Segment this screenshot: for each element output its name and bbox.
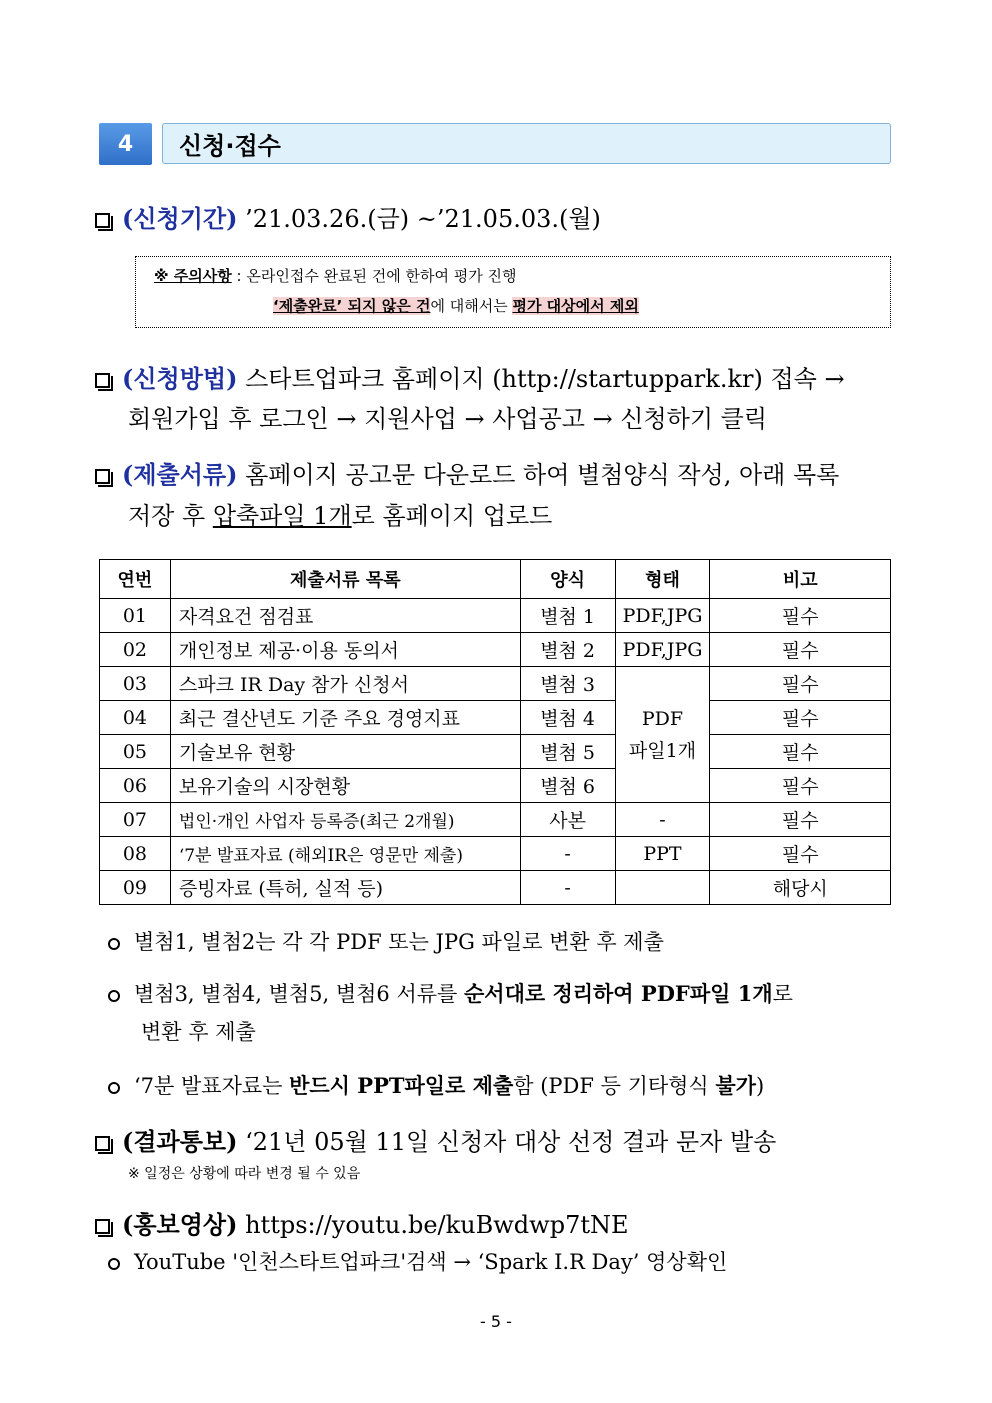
notice-text-1: : 온라인접수 완료된 건에 한하여 평가 진행	[231, 267, 517, 285]
period-text: ’21.03.26.(금) ~’21.05.03.(월)	[245, 205, 601, 233]
table-cell: 증빙자료 (특허, 실적 등)	[170, 871, 520, 905]
table-cell: 별첨 5	[520, 735, 615, 769]
table-cell: 해당시	[710, 871, 891, 905]
notice-highlight-1: ‘제출완료’ 되지 않은 건	[273, 297, 431, 315]
method-line-2: 회원가입 후 로그인 → 지원사업 → 사업공고 → 신청하기 클릭	[128, 405, 768, 433]
notice-box	[135, 256, 891, 328]
table-cell: 법인·개인 사업자 등록증(최근 2개월)	[170, 803, 520, 837]
note-1	[108, 926, 664, 956]
documents-table	[99, 559, 891, 905]
note-3	[108, 1070, 764, 1100]
note-2	[108, 978, 793, 1008]
table-row	[100, 735, 891, 769]
table-header: 비고	[710, 560, 891, 599]
circle-bullet-icon	[108, 1258, 120, 1270]
table-cell: 별첨 3	[520, 667, 615, 701]
table-cell: 별첨 1	[520, 599, 615, 633]
note-3-text-b: 함 (PDF 등 기타형식	[513, 1074, 716, 1098]
circle-bullet-icon	[108, 990, 120, 1002]
table-header: 양식	[520, 560, 615, 599]
merged-format-2: 파일1개	[628, 739, 697, 762]
table-cell: 04	[100, 701, 171, 735]
documents-line-2	[128, 496, 552, 531]
page-number: - 5 -	[480, 1312, 512, 1331]
table-cell: 자격요건 점검표	[170, 599, 520, 633]
notice-highlight-2: 평가 대상에서 제외	[512, 297, 639, 315]
checkbox-bullet-icon	[95, 469, 110, 484]
table-cell: -	[520, 871, 615, 905]
table-row	[100, 837, 891, 871]
table-row	[100, 701, 891, 735]
result-text: ‘21년 05월 11일 신청자 대상 선정 결과 문자 발송	[245, 1128, 777, 1156]
table-cell: 보유기술의 시장현황	[170, 769, 520, 803]
table-cell: 05	[100, 735, 171, 769]
note-2-text-a: 별첨3, 별첨4, 별첨5, 별첨6 서류를	[134, 982, 464, 1006]
table-row	[100, 667, 891, 701]
checkbox-bullet-icon	[95, 1219, 110, 1234]
merged-format-cell	[615, 667, 710, 803]
notice-label: ※ 주의사항	[154, 267, 232, 285]
table-cell: 필수	[710, 837, 891, 871]
table-cell	[615, 871, 710, 905]
section-title: 신청·접수	[162, 123, 891, 164]
documents-line-1	[95, 455, 839, 490]
table-cell: 09	[100, 871, 171, 905]
notice-line-1	[154, 265, 517, 286]
notice-text-2: 에 대해서는	[430, 297, 513, 315]
promo-url[interactable]: https://youtu.be/kuBwdwp7tNE	[245, 1211, 629, 1239]
table-header: 형태	[615, 560, 710, 599]
note-1-text: 별첨1, 별첨2는 각 각 PDF 또는 JPG 파일로 변환 후 제출	[134, 930, 664, 954]
table-cell: 필수	[710, 735, 891, 769]
note-3-bold-2: 불가	[715, 1073, 756, 1098]
table-cell: 기술보유 현황	[170, 735, 520, 769]
documents-text-2c: 로 홈페이지 업로드	[351, 502, 553, 530]
circle-bullet-icon	[108, 1082, 120, 1094]
table-cell: 사본	[520, 803, 615, 837]
table-row	[100, 871, 891, 905]
table-cell: 06	[100, 769, 171, 803]
table-cell: 최근 결산년도 기준 주요 경영지표	[170, 701, 520, 735]
table-cell: 필수	[710, 803, 891, 837]
table-header: 제출서류 목록	[170, 560, 520, 599]
section-number: 4	[99, 123, 152, 165]
notice-line-2	[273, 295, 639, 316]
table-cell: PPT	[615, 837, 710, 871]
documents-text-2a: 저장 후	[128, 502, 213, 530]
result-note: ※ 일정은 상황에 따라 변경 될 수 있음	[128, 1166, 361, 1182]
table-cell: PDF,JPG	[615, 633, 710, 667]
documents-label: (제출서류)	[122, 460, 238, 489]
table-row	[100, 599, 891, 633]
method-text-1: 스타트업파크 홈페이지 (http://startuppark.kr) 접속 →	[245, 365, 845, 393]
table-cell: 필수	[710, 769, 891, 803]
note-3-text-a: ‘7분 발표자료는	[134, 1074, 290, 1098]
table-cell: 필수	[710, 633, 891, 667]
table-cell: 개인정보 제공·이용 동의서	[170, 633, 520, 667]
table-cell: -	[615, 803, 710, 837]
table-cell: 08	[100, 837, 171, 871]
table-cell: ‘7분 발표자료 (해외IR은 영문만 제출)	[170, 837, 520, 871]
table-header: 연번	[100, 560, 171, 599]
table-header-row	[100, 560, 891, 599]
checkbox-bullet-icon	[95, 373, 110, 388]
circle-bullet-icon	[108, 938, 120, 950]
note-2-bold: 순서대로 정리하여 PDF파일 1개	[464, 981, 773, 1006]
promo-sub-text: YouTube '인천스타트업파크'검색 → ‘Spark I.R Day’ 영상확인	[134, 1250, 728, 1274]
table-cell: 03	[100, 667, 171, 701]
checkbox-bullet-icon	[95, 1136, 110, 1151]
table-cell: 필수	[710, 701, 891, 735]
period-label: (신청기간)	[122, 204, 238, 233]
table-cell: 별첨 4	[520, 701, 615, 735]
table-cell: 필수	[710, 599, 891, 633]
table-row	[100, 803, 891, 837]
merged-format-1: PDF	[641, 707, 684, 730]
checkbox-bullet-icon	[95, 213, 110, 228]
table-row	[100, 633, 891, 667]
documents-text-2b: 압축파일 1개	[212, 502, 352, 530]
table-cell: 스파크 IR Day 참가 신청서	[170, 667, 520, 701]
table-cell: 07	[100, 803, 171, 837]
result-line	[95, 1122, 776, 1157]
table-cell: 별첨 2	[520, 633, 615, 667]
table-row	[100, 769, 891, 803]
period-line	[95, 199, 601, 234]
table-cell: 필수	[710, 667, 891, 701]
promo-line	[95, 1205, 629, 1240]
method-line-1	[95, 359, 845, 394]
table-cell: -	[520, 837, 615, 871]
table-cell: 별첨 6	[520, 769, 615, 803]
note-2-line-2: 변환 후 제출	[141, 1020, 256, 1044]
promo-label: (홍보영상)	[122, 1210, 238, 1239]
table-cell: 02	[100, 633, 171, 667]
promo-sub	[108, 1246, 727, 1276]
result-label: (결과통보)	[122, 1127, 238, 1156]
method-label: (신청방법)	[122, 364, 238, 393]
note-3-text-c: )	[755, 1074, 765, 1098]
documents-text-1: 홈페이지 공고문 다운로드 하여 별첨양식 작성, 아래 목록	[245, 461, 840, 489]
table-cell: PDF,JPG	[615, 599, 710, 633]
note-3-bold: 반드시 PPT파일로 제출	[289, 1073, 514, 1098]
table-cell: 01	[100, 599, 171, 633]
note-2-text-b: 로	[772, 982, 793, 1006]
